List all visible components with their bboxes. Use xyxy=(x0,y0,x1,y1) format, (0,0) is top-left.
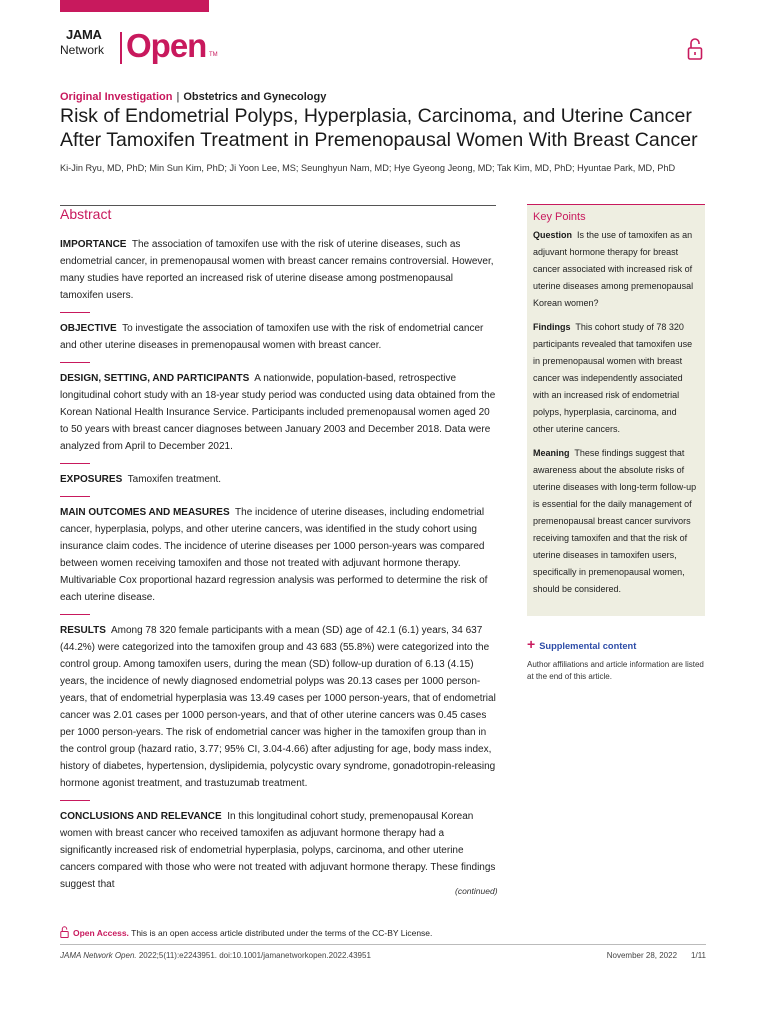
article-section-line xyxy=(60,91,326,103)
conclusions-label: CONCLUSIONS AND RELEVANCE xyxy=(60,811,222,822)
key-point-question xyxy=(533,227,699,312)
abstract-design xyxy=(60,370,496,455)
logo-divider xyxy=(120,32,122,64)
para-divider xyxy=(60,614,90,615)
open-access-label[interactable]: Open Access. xyxy=(73,928,129,938)
results-label: RESULTS xyxy=(60,625,106,636)
open-access-statement xyxy=(60,926,432,938)
para-divider xyxy=(60,496,90,497)
footer-citation xyxy=(60,951,371,960)
footer-journal: JAMA Network Open. xyxy=(60,951,137,960)
abstract-body xyxy=(60,236,496,893)
abstract-objective xyxy=(60,320,496,354)
key-points-title: Key Points xyxy=(533,211,586,223)
importance-text: The association of tamoxifen use with the risk of uterine diseases, such as endometrial cancer, in premenopausal women with breast cancer remains controversial. However, many studies have reported an increased risk of uterine disease among postmenopausal tamoxifen users. xyxy=(60,239,494,301)
supplemental-label: Supplemental content xyxy=(539,641,637,651)
objective-label: OBJECTIVE xyxy=(60,323,117,334)
key-point-findings xyxy=(533,319,699,438)
footer-page: 1/11 xyxy=(691,951,706,960)
exposures-text: Tamoxifen treatment. xyxy=(127,474,222,485)
conclusions-text: In this longitudinal cohort study, premenopausal Korean women with breast cancer who received tamoxifen as adjuvant hormone therapy had a significantly increased risk of endometrial hyperplasia, polyps, carcinoma, and other uterine cancers compared with those who were not treated with adjuvant hormone therapy. These findings suggest that xyxy=(60,811,496,890)
top-accent-bar xyxy=(60,0,209,12)
exposures-label: EXPOSURES xyxy=(60,474,123,485)
footer-date: November 28, 2022 xyxy=(606,951,678,960)
logo-open: Open xyxy=(126,27,207,64)
meaning-text: These findings suggest that awareness about the absolute risks of uterine diseases with long-term follow-up is essential for the daily management of premenopausal breast cancer survivors receiving tamoxifen and that the risk of uterine diseases in tamoxifen users, specifically in premenopausal women, should be considered. xyxy=(533,448,697,594)
design-label: DESIGN, SETTING, AND PARTICIPANTS xyxy=(60,373,250,384)
question-label: Question xyxy=(533,230,573,240)
meaning-label: Meaning xyxy=(533,448,570,458)
objective-text: To investigate the association of tamoxifen use with the risk of endometrial cancer and other uterine diseases in premenopausal women with breast cancer. xyxy=(60,323,484,351)
para-divider xyxy=(60,800,90,801)
open-access-lock-icon[interactable] xyxy=(687,37,703,61)
abstract-conclusions xyxy=(60,808,496,893)
para-divider xyxy=(60,463,90,464)
abstract-exposures xyxy=(60,471,496,488)
outcomes-label: MAIN OUTCOMES AND MEASURES xyxy=(60,507,230,518)
design-text: A nationwide, population-based, retrospective longitudinal cohort study with an 18-year study period was conducted using data obtained from the Korean National Health Insurance Service. Participants included premenopausal women aged 20 to 50 years with breast cancer diagnoses between January 2003 and December 2018. Data were analyzed from April to December 2021. xyxy=(60,373,496,452)
jama-network-open-logo[interactable] xyxy=(60,26,260,70)
open-access-text: This is an open access article distributed under the terms of the CC-BY License. xyxy=(131,928,433,938)
question-text: Is the use of tamoxifen as an adjuvant hormone therapy for breast cancer associated with increased risk of uterine diseases among premenopausal Korean women? xyxy=(533,230,694,308)
logo-jama: JAMA xyxy=(66,27,102,42)
continued-note: (continued) xyxy=(455,886,498,896)
footer-rule xyxy=(60,944,706,945)
section-separator: | xyxy=(176,91,180,103)
key-point-meaning xyxy=(533,445,699,598)
findings-label: Findings xyxy=(533,322,571,332)
abstract-top-rule xyxy=(60,205,496,206)
article-section[interactable]: Obstetrics and Gynecology xyxy=(183,91,327,103)
abstract-importance xyxy=(60,236,496,304)
open-lock-icon xyxy=(60,926,69,938)
supplemental-content-link[interactable] xyxy=(527,636,636,652)
key-points-box xyxy=(527,204,705,616)
importance-label: IMPORTANCE xyxy=(60,239,127,250)
plus-icon: + xyxy=(527,636,536,652)
outcomes-text: The incidence of uterine diseases, including endometrial cancer, hyperplasia, polyps, and other uterine cancers, was identified in the study cohort using insurance claim codes. The incidence of uterine diseases per 1000 person-years was compared between women receiving tamoxifen and those not treated with adjuvant hormone therapy. Multivariable Cox proportional hazard regression analysis was performed to determine the risk of each uterine disease. xyxy=(60,507,488,603)
footer-doi[interactable]: 2022;5(11):e2243951. doi:10.1001/jamanetworkopen.2022.43951 xyxy=(138,951,371,960)
logo-tm: TM xyxy=(209,52,218,58)
findings-text: This cohort study of 78 320 participants revealed that tamoxifen use in premenopausal women with breast cancer was independently associated with an increased risk of endometrial polyps, hyperplasia, carcinoma, and other uterine cancers. xyxy=(533,322,693,434)
abstract-results xyxy=(60,622,496,792)
author-list: Ki-Jin Ryu, MD, PhD; Min Sun Kim, PhD; Ji Yoon Lee, MS; Seunghyun Nam, MD; Hye Gyeong Jeong, MD; Tak Kim, MD, PhD; Hyuntae Park, MD, PhD xyxy=(60,163,676,173)
logo-network: Network xyxy=(60,43,105,57)
footer-right xyxy=(607,951,706,960)
abstract-outcomes xyxy=(60,504,496,606)
results-text: Among 78 320 female participants with a mean (SD) age of 42.1 (6.1) years, 34 637 (44.2%) were categorized into the tamoxifen group and 43 683 (55.8%) were categorized into the control group. Among tamoxifen users, during the mean (SD) follow-up duration of 6.13 (4.15) years, the incidence of newly diagnosed endometrial polyps was 20.13 cases per 1000 person-years, that of endometrial hyperplasia was 13.49 cases per 1000 person-years, that of endometrial cancer was 2.01 cases per 1000 person-years, and that of other uterine cancers was 0.45 cases per 1000 person-years. The risk of endometrial cancer was higher in the tamoxifen group than in the control group (hazard ratio, 3.77; 95% CI, 3.04-4.66) after adjusting for age, body mass index, history of diabetes, hypertension, dyslipidemia, polycystic ovary syndrome, gonadotropin-releasing hormone agonist treatment, and trastuzumab treatment. xyxy=(60,625,496,789)
para-divider xyxy=(60,362,90,363)
para-divider xyxy=(60,312,90,313)
affiliations-note: Author affiliations and article information are listed at the end of this article. xyxy=(527,660,704,681)
article-title: Risk of Endometrial Polyps, Hyperplasia, Carcinoma, and Uterine Cancer After Tamoxifen Treatment in Premenopausal Women With Breast Cancer xyxy=(60,105,698,151)
abstract-heading: Abstract xyxy=(60,206,112,222)
article-type[interactable]: Original Investigation xyxy=(60,91,173,103)
